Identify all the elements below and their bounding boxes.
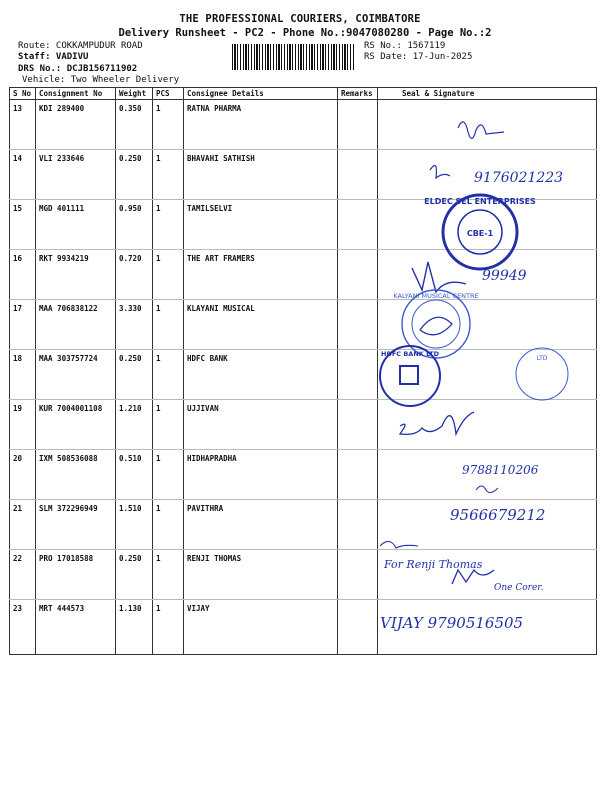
cell-weight: 0.250 <box>116 350 153 400</box>
vehicle-label: Vehicle: Two Wheeler Delivery <box>22 75 180 85</box>
cell-consignee: KLAYANI MUSICAL <box>184 300 338 350</box>
cell-weight: 0.720 <box>116 250 153 300</box>
cell-consignee: RATNA PHARMA <box>184 100 338 150</box>
signature-overlay <box>370 100 600 660</box>
cell-consignee: VIJAY <box>184 600 338 655</box>
cell-consignment: SLM 372296949 <box>36 500 116 550</box>
cell-pcs: 1 <box>153 350 184 400</box>
col-consignment: Consignment No <box>36 88 116 100</box>
rs-date: RS Date: 17-Jun-2025 <box>364 52 473 62</box>
signature-row16 <box>412 262 466 292</box>
signature-row13 <box>458 122 504 139</box>
cell-consignee: PAVITHRA <box>184 500 338 550</box>
handwriting-row20: 9788110206 <box>462 463 539 477</box>
col-weight: Weight <box>116 88 153 100</box>
cell-pcs: 1 <box>153 550 184 600</box>
cell-pcs: 1 <box>153 400 184 450</box>
col-remarks: Remarks <box>338 88 378 100</box>
cell-pcs: 1 <box>153 500 184 550</box>
cell-consignment: MRT 444573 <box>36 600 116 655</box>
stamp-kalyani <box>393 290 478 358</box>
cell-weight: 0.250 <box>116 550 153 600</box>
cell-consignment: IXM 508536088 <box>36 450 116 500</box>
col-pcs: PCS <box>153 88 184 100</box>
cell-sno: 14 <box>10 150 36 200</box>
signature-row22 <box>380 541 418 548</box>
cell-consignee: UJJIVAN <box>184 400 338 450</box>
stamp-ujjivan-text: LTD <box>536 355 548 362</box>
signature-row20 <box>476 486 498 493</box>
route-label: Route: COKKAMPUDUR ROAD <box>18 41 143 51</box>
cell-consignee: RENJI THOMAS <box>184 550 338 600</box>
cell-consignee: BHAVAHI SATHISH <box>184 150 338 200</box>
handwriting-row21: 9566679212 <box>450 506 546 524</box>
cell-pcs: 1 <box>153 600 184 655</box>
cell-pcs: 1 <box>153 450 184 500</box>
stamp-hdfc <box>380 346 440 406</box>
cell-sno: 17 <box>10 300 36 350</box>
cell-consignment: KDI 289400 <box>36 100 116 150</box>
col-seal-signature: Seal & Signature <box>378 88 597 100</box>
stamp-ujjivan <box>516 348 568 400</box>
cell-pcs: 1 <box>153 300 184 350</box>
cell-consignment: KUR 7004001108 <box>36 400 116 450</box>
cell-sno: 13 <box>10 100 36 150</box>
cell-sno: 23 <box>10 600 36 655</box>
cell-consignment: PRO 17018588 <box>36 550 116 600</box>
handwriting-row16: 99949 <box>482 268 527 284</box>
cell-sno: 22 <box>10 550 36 600</box>
cell-consignment: MAA 706838122 <box>36 300 116 350</box>
handwriting-row22a: For Renji Thomas <box>384 558 483 571</box>
rs-number: RS No.: 1567119 <box>364 41 446 51</box>
stamp-eldec <box>424 195 536 269</box>
runsheet-title: Delivery Runsheet - PC2 - Phone No.:9047080280 - Page No.:2 <box>118 27 492 39</box>
cell-pcs: 1 <box>153 200 184 250</box>
cell-consignment: MGD 401111 <box>36 200 116 250</box>
cell-sno: 19 <box>10 400 36 450</box>
col-consignee: Consignee Details <box>184 88 338 100</box>
stamp-kalyani-text: KALYANI MUSICAL CENTRE <box>393 292 479 300</box>
signature-row14 <box>430 166 450 179</box>
cell-sno: 21 <box>10 500 36 550</box>
stamp-eldec-inner: CBE-1 <box>466 229 494 238</box>
cell-pcs: 1 <box>153 150 184 200</box>
handwriting-row22b: One Corer. <box>494 583 544 593</box>
stamp-eldec-text: ELDEC SEL ENTERPRISES <box>424 197 536 206</box>
cell-weight: 0.950 <box>116 200 153 250</box>
cell-consignment: VLI 233646 <box>36 150 116 200</box>
cell-weight: 3.330 <box>116 300 153 350</box>
cell-sno: 15 <box>10 200 36 250</box>
cell-weight: 0.350 <box>116 100 153 150</box>
cell-consignee: HIDHAPRADHA <box>184 450 338 500</box>
barcode <box>232 44 354 70</box>
cell-consignee: HDFC BANK <box>184 350 338 400</box>
table-header-row <box>10 88 597 100</box>
handwriting-row23: VIJAY 9790516505 <box>380 614 524 632</box>
cell-weight: 0.250 <box>116 150 153 200</box>
handwriting-row14: 9176021223 <box>474 170 564 186</box>
cell-consignee: THE ART FRAMERS <box>184 250 338 300</box>
cell-weight: 1.210 <box>116 400 153 450</box>
cell-consignee: TAMILSELVI <box>184 200 338 250</box>
cell-consignment: MAA 303757724 <box>36 350 116 400</box>
cell-pcs: 1 <box>153 100 184 150</box>
signature-row19 <box>400 412 474 434</box>
cell-consignment: RKT 9934219 <box>36 250 116 300</box>
drs-label: DRS No.: DCJB156711902 <box>18 64 138 74</box>
cell-weight: 1.130 <box>116 600 153 655</box>
cell-weight: 1.510 <box>116 500 153 550</box>
stamp-hdfc-text: HDFC BANK LTD <box>381 350 439 358</box>
cell-weight: 0.510 <box>116 450 153 500</box>
col-sno: S No <box>10 88 36 100</box>
cell-sno: 16 <box>10 250 36 300</box>
company-title: THE PROFESSIONAL COURIERS, COIMBATORE <box>179 13 421 25</box>
cell-sno: 18 <box>10 350 36 400</box>
staff-label: Staff: VADIVU <box>18 52 89 62</box>
cell-pcs: 1 <box>153 250 184 300</box>
cell-sno: 20 <box>10 450 36 500</box>
